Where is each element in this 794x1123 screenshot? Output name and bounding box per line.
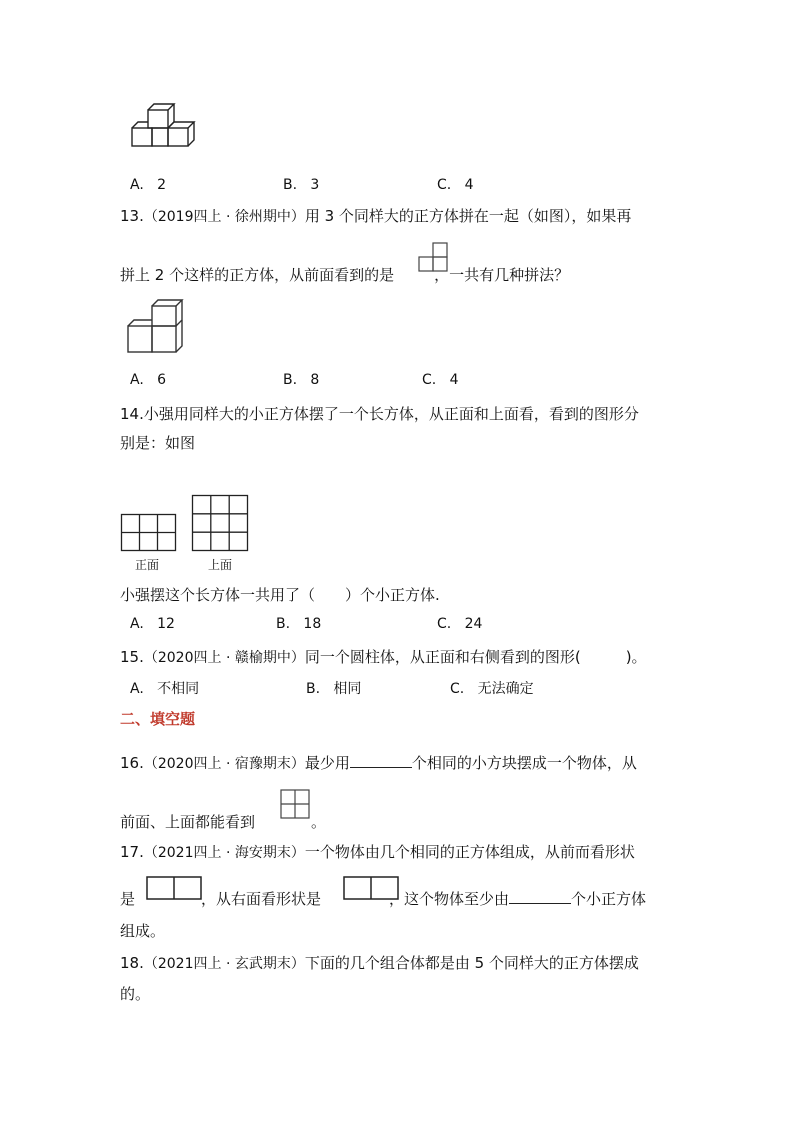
q15-source: （2020四上 · 赣榆期中） bbox=[143, 650, 305, 666]
q15-option-b: B. 相同 bbox=[306, 681, 362, 697]
q14-top-view-grid bbox=[192, 495, 250, 553]
q17-source: （2021四上 · 海安期末） bbox=[143, 845, 305, 861]
q13-option-c: C. 4 bbox=[422, 372, 459, 388]
q17-right-shape-icon bbox=[343, 876, 401, 902]
q12-option-b: B. 3 bbox=[283, 177, 320, 193]
q16-line-1: 16.（2020四上 · 宿豫期末）最少用 个相同的小方块摆成一个物体，从 bbox=[120, 754, 637, 772]
section-heading-fill-blank: 二、填空题 bbox=[120, 710, 196, 728]
q14-question: 小强摆这个长方体一共用了（ ）个小正方体. bbox=[120, 586, 440, 604]
q17-line-3: 组成。 bbox=[120, 922, 166, 940]
q13-cube-figure bbox=[128, 300, 194, 356]
q16-square-grid-icon bbox=[280, 789, 310, 819]
q18-number: 18. bbox=[120, 954, 144, 972]
q17-front-shape-icon bbox=[146, 876, 204, 902]
q14-label-top: 上面 bbox=[208, 558, 233, 572]
q12-option-a: A. 2 bbox=[130, 177, 167, 193]
q17-answer-blank[interactable] bbox=[509, 888, 571, 904]
q15-number: 15. bbox=[120, 648, 144, 666]
q17-number: 17. bbox=[120, 843, 144, 861]
q15-option-a: A. 不相同 bbox=[130, 681, 200, 697]
q14-front-view-grid bbox=[121, 514, 177, 552]
q14-option-a: A. 12 bbox=[130, 616, 175, 632]
q13-line-2: 拼上 2 个这样的正方体，从前面看到的是 ，一共有几种拼法？ bbox=[120, 266, 570, 284]
q12-cube-figure bbox=[130, 104, 200, 156]
q14-label-front: 正面 bbox=[135, 558, 160, 572]
q13-line-1: 13.（2019四上 · 徐州期中）用 3 个同样大的正方体拼在一起（如图），如果再 bbox=[120, 207, 632, 225]
q13-number: 13. bbox=[120, 207, 144, 225]
q17-line-2: 是 ，从右面看形状是 ，这个物体至少由 个小正方体 bbox=[120, 890, 647, 908]
q13-option-a: A. 6 bbox=[130, 372, 167, 388]
q14-line-2: 别是：如图 bbox=[120, 434, 196, 452]
q12-option-c: C. 4 bbox=[437, 177, 474, 193]
q17-line-1: 17.（2021四上 · 海安期末）一个物体由几个相同的正方体组成，从前而看形状 bbox=[120, 843, 635, 861]
q14-option-c: C. 24 bbox=[437, 616, 483, 632]
q16-number: 16. bbox=[120, 754, 144, 772]
q14-line-1: 14.小强用同样大的小正方体摆了一个长方体，从正面和上面看，看到的图形分 bbox=[120, 405, 639, 423]
q16-source: （2020四上 · 宿豫期末） bbox=[143, 756, 305, 772]
q15-option-c: C. 无法确定 bbox=[450, 681, 534, 697]
q14-number: 14. bbox=[120, 405, 144, 423]
q15-line: 15.（2020四上 · 赣榆期中）同一个圆柱体，从正面和右侧看到的图形( )。 bbox=[120, 648, 647, 666]
q13-front-view-icon bbox=[418, 242, 450, 274]
q13-source: （2019四上 · 徐州期中） bbox=[143, 209, 305, 225]
q16-line-2: 前面、上面都能看到 。 bbox=[120, 813, 327, 831]
q14-option-b: B. 18 bbox=[276, 616, 322, 632]
q18-source: （2021四上 · 玄武期末） bbox=[143, 956, 305, 972]
q13-option-b: B. 8 bbox=[283, 372, 320, 388]
q18-line-1: 18.（2021四上 · 玄武期末）下面的几个组合体都是由 5 个同样大的正方体摆成 bbox=[120, 954, 639, 972]
q18-line-2: 的。 bbox=[120, 985, 151, 1003]
q16-answer-blank[interactable] bbox=[350, 752, 412, 768]
